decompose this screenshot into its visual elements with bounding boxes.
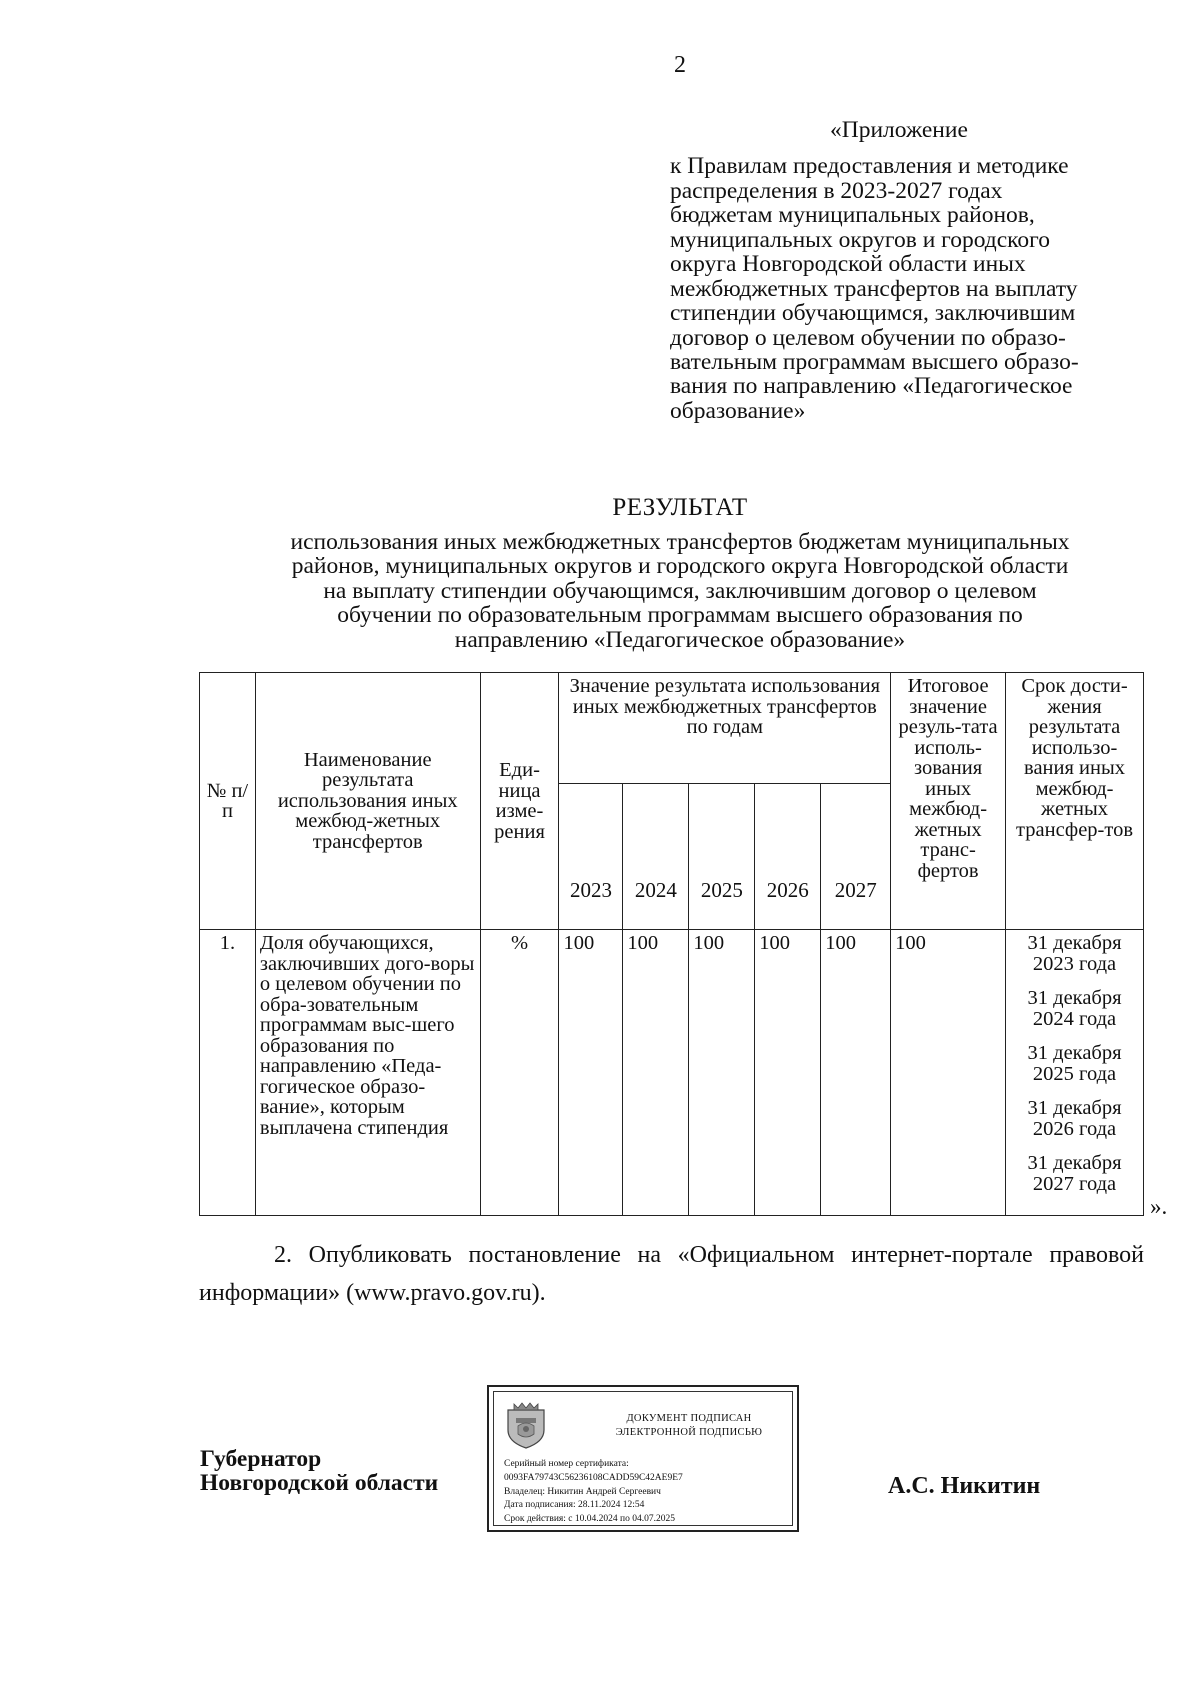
header-name: Наименование результата использования иных межбюд-жетных трансфертов — [255, 673, 480, 930]
appendix-line: вательным программам высшего образо- — [670, 348, 1079, 375]
signer-title-line: Новгородской области — [200, 1469, 439, 1496]
header-deadline: Срок дости-жения результата использо-вания иных межбюд-жетных трансфер-тов — [1006, 673, 1144, 930]
row-final: 100 — [891, 930, 1006, 1216]
row-value: 100 — [623, 930, 689, 1216]
appendix-line: договор о целевом обучении по образо- — [670, 324, 1066, 351]
appendix-title: «Приложение — [830, 117, 968, 143]
signature-serial: 0093FA79743C56236108CADD59C42AE9E7 — [504, 1472, 683, 1483]
row-value: 100 — [689, 930, 755, 1216]
signature-header — [574, 1412, 804, 1440]
signer-title-line: Губернатор — [200, 1446, 322, 1472]
electronic-signature-stamp — [487, 1385, 799, 1532]
subtitle-line: на выплату стипендии обучающимся, заключившим договор о целевом — [323, 577, 1037, 604]
signature-frame — [493, 1391, 793, 1526]
signer-name: А.С. Никитин — [888, 1473, 1041, 1499]
row-unit: % — [480, 930, 559, 1216]
appendix-line: к Правилам предоставления и методике — [670, 153, 1069, 180]
document-subtitle — [200, 530, 1160, 652]
appendix-line: округа Новгородской области иных — [670, 251, 1026, 278]
signature-validity: Срок действия: с 10.04.2024 по 04.07.2025 — [504, 1514, 675, 1525]
signature-header-line: ДОКУМЕНТ ПОДПИСАН — [626, 1413, 752, 1424]
appendix-line: вания по направлению «Педагогическое — [670, 373, 1073, 400]
subtitle-line: обучении по образовательным программам высшего образования по — [337, 602, 1023, 629]
row-value: 100 — [559, 930, 623, 1216]
row-value: 100 — [755, 930, 821, 1216]
deadline-item: 31 декабря 2024 года — [1027, 987, 1122, 1030]
header-year: 2024 — [623, 784, 689, 930]
subtitle-line: районов, муниципальных округов и городского округа Новгородской области — [291, 553, 1069, 580]
subtitle-line: направлению «Педагогическое образование» — [454, 626, 906, 653]
clause-publish: 2. Опубликовать постановление на «Официальном интернет-портале правовой информации» (www.pravo.gov.ru). — [199, 1242, 1144, 1307]
coat-of-arms-icon — [504, 1398, 548, 1450]
appendix-line: бюджетам муниципальных районов, — [670, 202, 1035, 229]
appendix-line: стипендии обучающимся, заключившим — [670, 300, 1076, 327]
deadline-item: 31 декабря 2027 года — [1027, 1152, 1122, 1195]
header-values-group: Значение результата использования иных межбюджетных трансфертов по годам — [559, 673, 891, 784]
header-year: 2026 — [755, 784, 821, 930]
row-name: Доля обучающихся, заключивших дого-воры о целевом обучении по обра-зовательным программам выс-шего образования по направлению «Педа-гогическое образо-вание», которым выплачена стипендия — [255, 930, 480, 1216]
deadline-item: 31 декабря 2026 года — [1027, 1097, 1122, 1140]
signer-title — [200, 1448, 438, 1495]
header-unit: Еди-ница изме-рения — [480, 673, 559, 930]
appendix-line: межбюджетных трансфертов на выплату — [670, 275, 1078, 302]
signature-serial-label: Серийный номер сертификата: — [504, 1459, 629, 1469]
signature-header-line: ЭЛЕКТРОННОЙ ПОДПИСЬЮ — [615, 1427, 763, 1439]
signature-details — [504, 1458, 683, 1527]
row-num: 1. — [200, 930, 256, 1216]
deadline-item: 31 декабря 2023 года — [1027, 932, 1122, 975]
header-year: 2025 — [689, 784, 755, 930]
signature-date: Дата подписания: 28.11.2024 12:54 — [504, 1500, 645, 1511]
appendix-block — [670, 118, 1150, 423]
header-year: 2027 — [821, 784, 891, 930]
subtitle-line: использования иных межбюджетных трансфертов бюджетам муниципальных — [290, 529, 1070, 555]
appendix-line: муниципальных округов и городского — [670, 226, 1050, 253]
appendix-line: образование» — [670, 397, 806, 424]
header-final: Итоговое значение резуль-тата исполь-зования иных межбюд-жетных транс-фертов — [891, 673, 1006, 930]
appendix-line: распределения в 2023-2027 годах — [670, 177, 1003, 204]
page-number: 2 — [674, 52, 686, 78]
header-year: 2023 — [559, 784, 623, 930]
signature-owner: Владелец: Никитин Андрей Сергеевич — [504, 1486, 661, 1497]
row-deadlines — [1006, 930, 1144, 1216]
header-num: № п/п — [200, 673, 256, 930]
results-table — [199, 672, 1144, 1216]
deadline-item: 31 декабря 2025 года — [1027, 1042, 1122, 1085]
closing-quote: ». — [1150, 1194, 1168, 1219]
table-row — [200, 930, 1144, 1216]
row-value: 100 — [821, 930, 891, 1216]
document-title: РЕЗУЛЬТАТ — [612, 494, 748, 521]
